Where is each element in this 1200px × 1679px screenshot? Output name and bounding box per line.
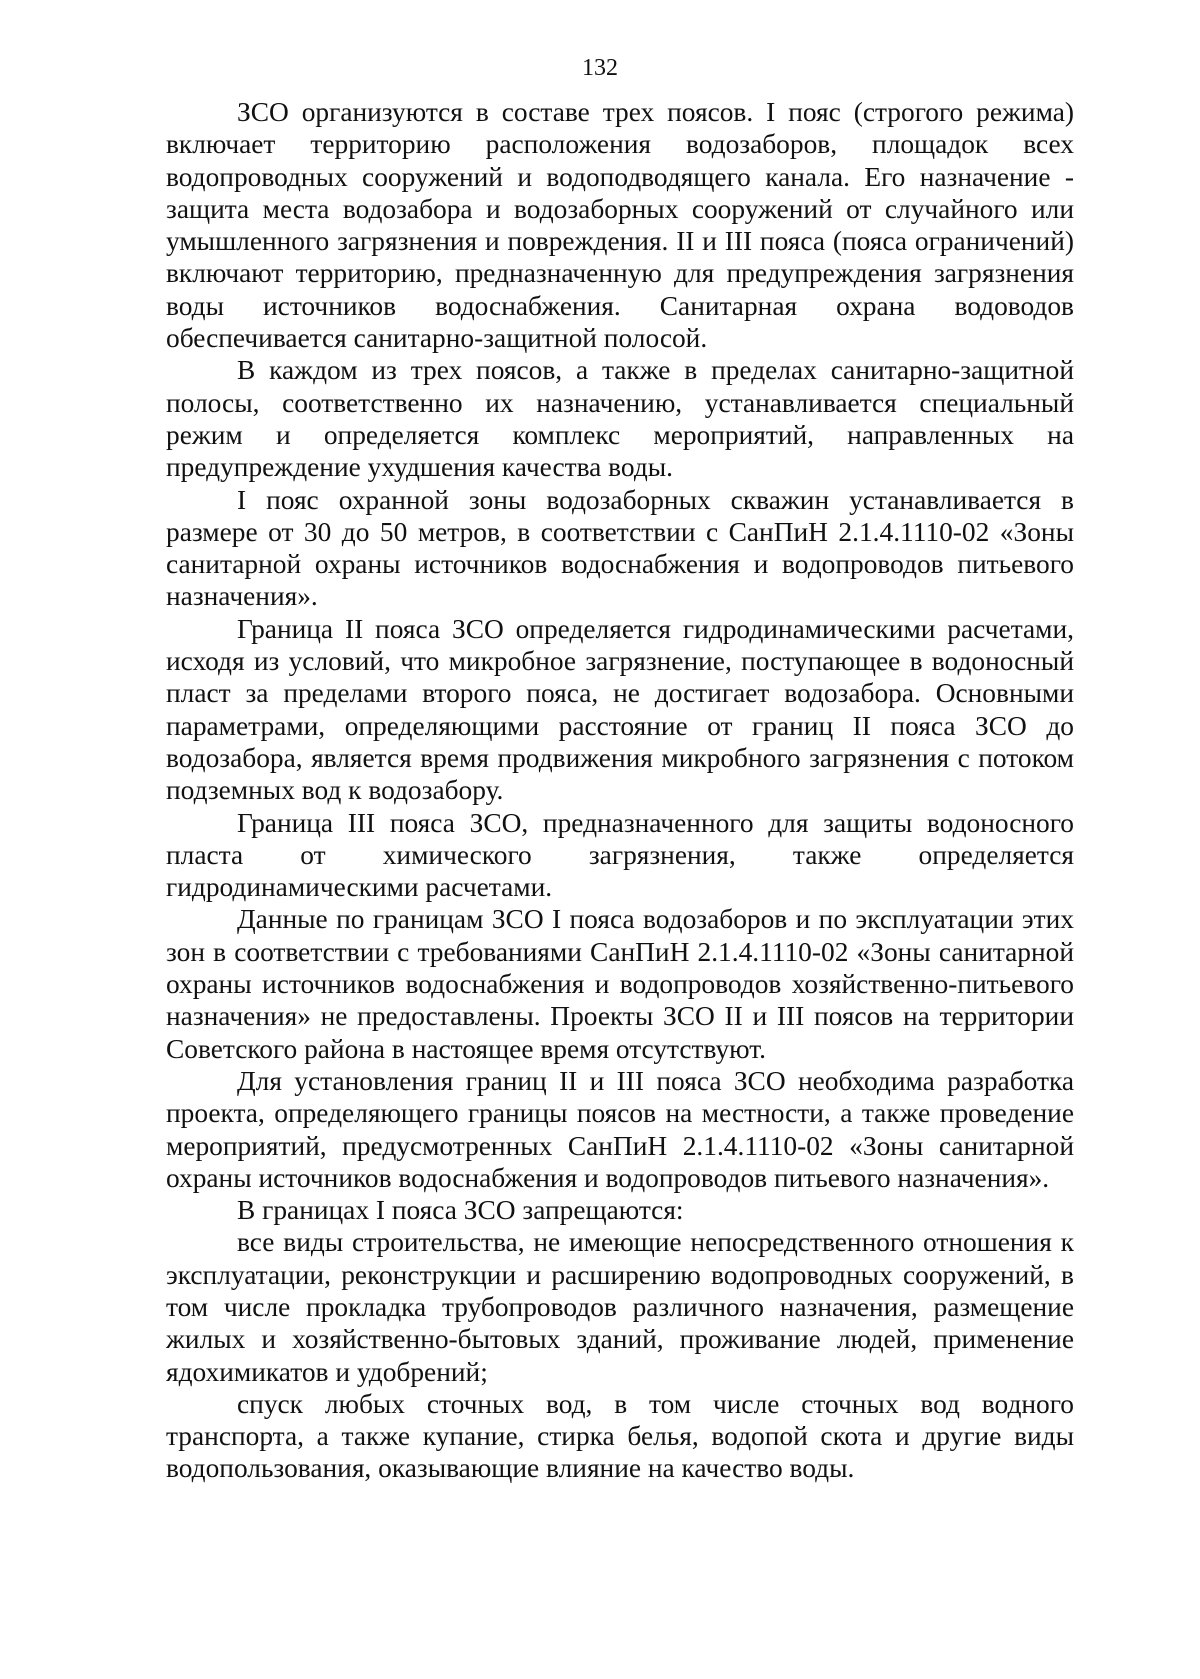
paragraph-data-not-provided: Данные по границам ЗСО I пояса водозаборов и по эксплуатации этих зон в соответствии с требованиями СанПиН 2.1.4.1110-02 «Зоны санитарной охраны источников водоснабжения и водопроводов хозяйственно-питьевого назначения» не предоставлены. Проекты ЗСО II и III поясов на территории Советского района в настоящее время отсутствуют. (166, 904, 1074, 1064)
paragraph-special-regime: В каждом из трех поясов, а также в пределах санитарно-защитной полосы, соответственно их назначению, устанавливается специальный режим и определяется комплекс мероприятий, направленных на предупреждение ухудшения качества воды. (166, 355, 1074, 483)
paragraph-belt-two-boundary: Граница II пояса ЗСО определяется гидродинамическими расчетами, исходя из условий, что микробное загрязнение, поступающее в водоносный пласт за пределами второго пояса, не достигает водозабора. Основными параметрами, определяющими расстояние от границ II пояса ЗСО до водозабора, является время продвижения микробного загрязнения с потоком подземных вод к водозабору. (166, 613, 1074, 806)
paragraph-prohibition-wastewater: спуск любых сточных вод, в том числе сточных вод водного транспорта, а также купание, стирка белья, водопой скота и другие виды водопользования, оказывающие влияние на качество воды. (166, 1388, 1074, 1484)
page-number: 132 (582, 55, 618, 81)
paragraph-prohibition-construction: все виды строительства, не имеющие непосредственного отношения к эксплуатации, реконструкции и расширению водопроводных сооружений, в том числе прокладка трубопроводов различного назначения, размещение жилых и хозяйственно-бытовых зданий, проживание людей, применение ядохимикатов и удобрений; (166, 1227, 1074, 1387)
paragraph-belt-one-size: I пояс охранной зоны водозаборных скважин устанавливается в размере от 30 до 50 метров, в соответствии с СанПиН 2.1.4.1110-02 «Зоны санитарной охраны источников водоснабжения и водопроводов питьевого назначения». (166, 484, 1074, 612)
paragraph-belt-three-boundary: Граница III пояса ЗСО, предназначенного для защиты водоносного пласта от химического загрязнения, также определяется гидродинамическими расчетами. (166, 807, 1074, 903)
paragraph-project-required: Для установления границ II и III пояса ЗСО необходима разработка проекта, определяющего границы поясов на местности, а также проведение мероприятий, предусмотренных СанПиН 2.1.4.1110-02 «Зоны санитарной охраны источников водоснабжения и водопроводов питьевого назначения». (166, 1065, 1074, 1193)
paragraph-prohibitions-heading: В границах I пояса ЗСО запрещаются: (237, 1195, 684, 1226)
paragraph-zso-belts: ЗСО организуются в составе трех поясов. I пояс (строгого режима) включает территорию расположения водозаборов, площадок всех водопроводных сооружений и водоподводящего канала. Его назначение - защита места водозабора и водозаборных сооружений от случайного или умышленного загрязнения и повреждения. II и III пояса (пояса ограничений) включают территорию, предназначенную для предупреждения загрязнения воды источников водоснабжения. Санитарная охрана водоводов обеспечивается санитарно-защитной полосой. (166, 97, 1074, 354)
document-body (166, 96, 1074, 1485)
